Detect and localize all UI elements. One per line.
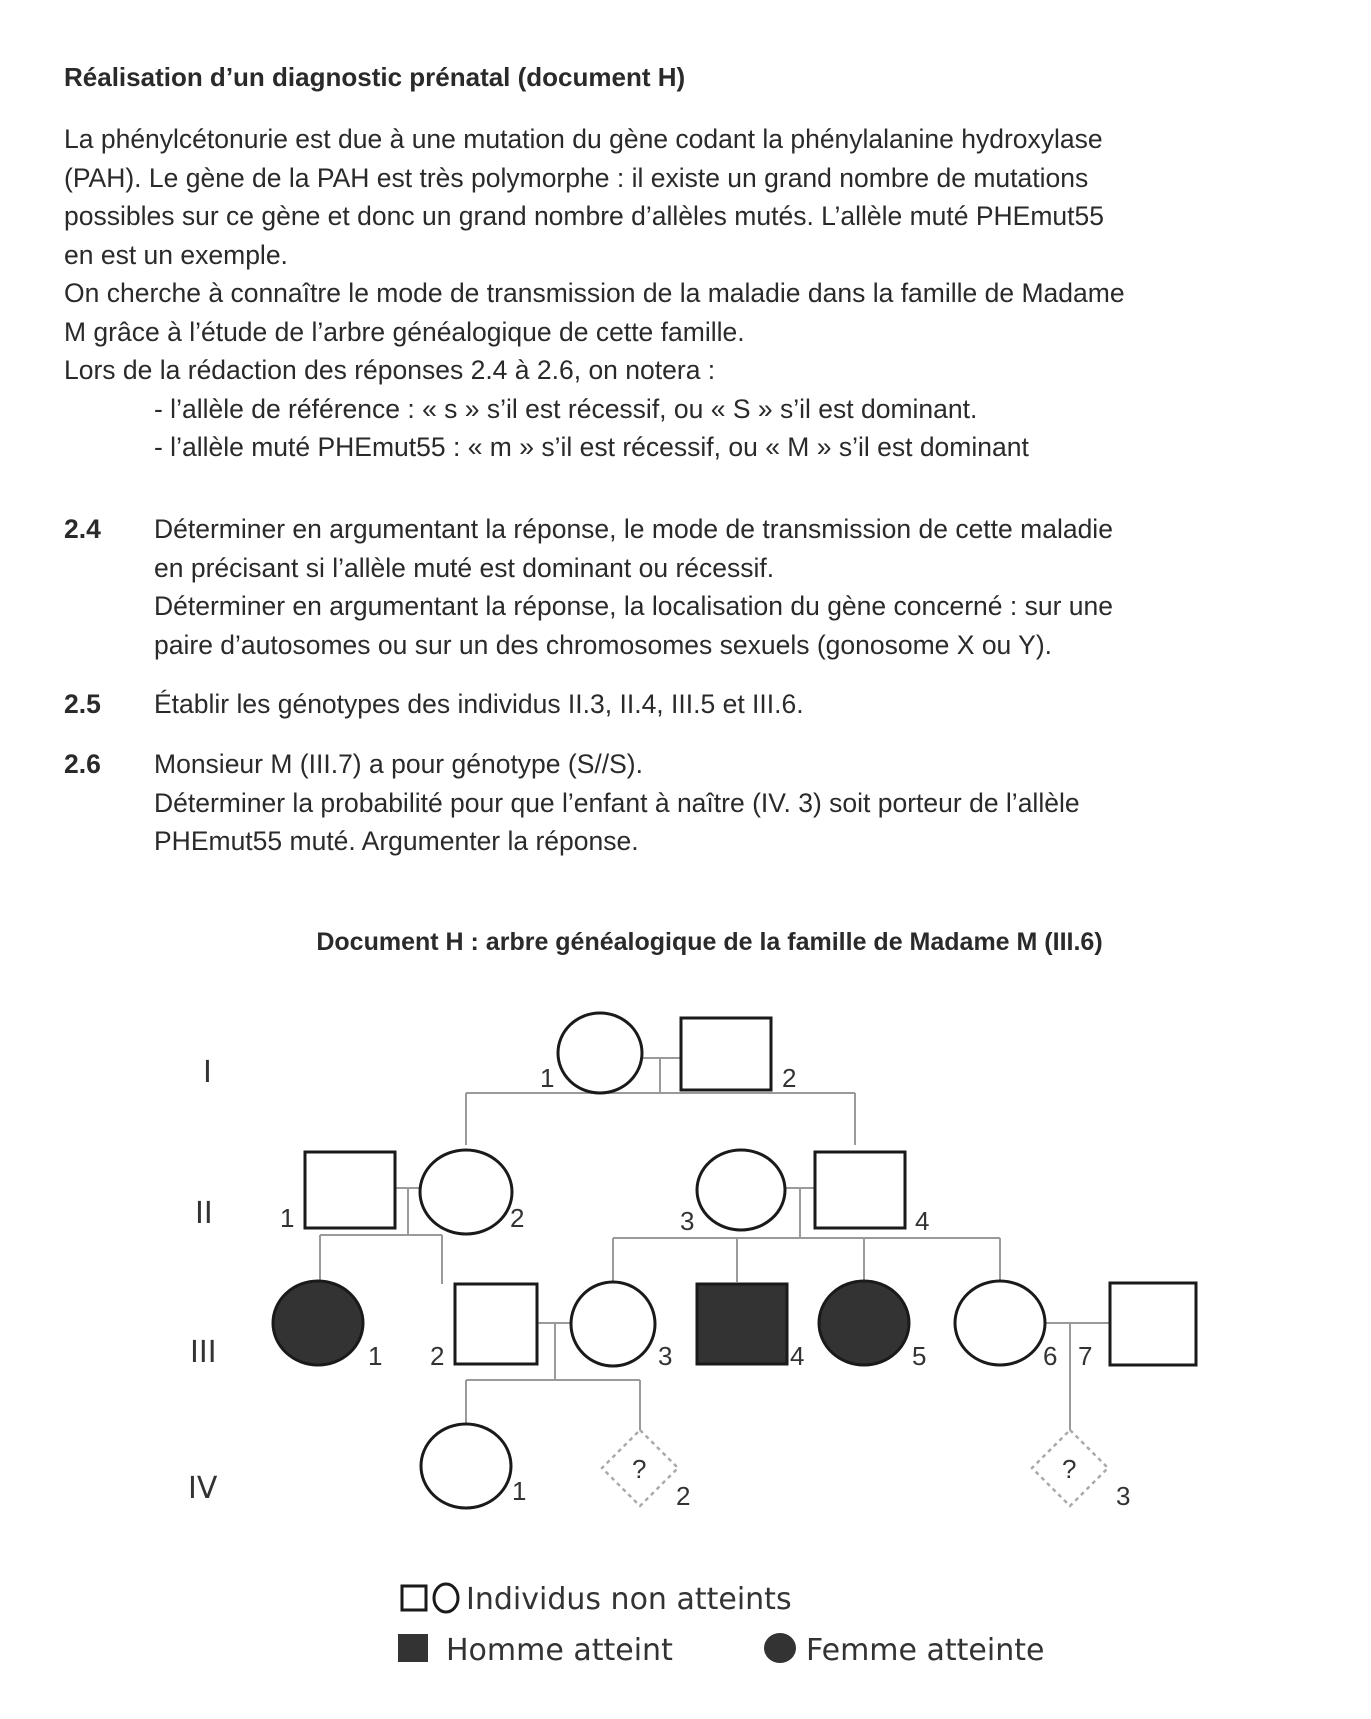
question-line: en précisant si l’allèle muté est dominant ou récessif. — [154, 552, 775, 583]
individual-ii1-male — [305, 1152, 395, 1228]
individual-number: 1 — [280, 1203, 295, 1233]
individual-number: 4 — [790, 1341, 805, 1371]
legend-circle-icon — [434, 1584, 458, 1612]
generation-label-iv: IV — [188, 1471, 218, 1506]
question-line: Déterminer en argumentant la réponse, la localisation du gène concerné : sur une — [154, 591, 1113, 621]
individual-number: 1 — [512, 1476, 527, 1506]
individual-iii7-male — [1110, 1283, 1196, 1365]
question-line: paire d’autosomes ou sur un des chromosomes sexuels (gonosome X ou Y). — [154, 629, 1053, 660]
question-2-5 — [64, 685, 1344, 724]
intro-text — [64, 120, 1334, 467]
individual-iii2-male — [455, 1284, 537, 1364]
unknown-mark: ? — [1062, 1454, 1077, 1484]
individual-number: 7 — [1078, 1341, 1093, 1371]
pedigree-lines — [320, 1058, 1110, 1430]
legend-affected-male-label: Homme atteint — [446, 1633, 673, 1668]
individual-i1-female — [558, 1013, 642, 1093]
individual-iii5-affected-female — [819, 1281, 909, 1365]
notation-bullet: - l’allèle muté PHEmut55 : « m » s’il est récessif, ou « M » s’il est dominant — [154, 432, 1029, 462]
section-heading: Réalisation d’un diagnostic prénatal (document H) — [64, 62, 686, 92]
question-line: Déterminer la probabilité pour que l’enfant à naître (IV. 3) soit porteur de l’allèle — [154, 787, 1080, 818]
individual-number: 3 — [680, 1206, 695, 1236]
individual-number: 2 — [430, 1341, 445, 1371]
individual-iii6-female — [955, 1281, 1045, 1365]
legend-affected-female-label: Femme atteinte — [806, 1633, 1045, 1668]
generation-label-i: I — [203, 1055, 212, 1090]
individual-iii3-female — [571, 1282, 655, 1366]
individual-number: 4 — [915, 1206, 930, 1236]
intro-line: possibles sur ce gène et donc un grand nombre d’allèles mutés. L’allèle muté PHEmut55 — [64, 201, 1104, 231]
individual-number: 2 — [510, 1203, 525, 1233]
individual-number: 5 — [912, 1341, 927, 1371]
individual-number: 3 — [1116, 1481, 1131, 1511]
question-number: 2.6 — [64, 749, 101, 779]
individual-ii3-female — [697, 1150, 785, 1230]
intro-line: Lors de la rédaction des réponses 2.4 à 2.6, on notera : — [64, 355, 716, 385]
individual-iv1-female — [421, 1424, 511, 1508]
question-2-6 — [64, 745, 1344, 861]
individual-iii4-affected-male — [697, 1284, 787, 1364]
legend-filled-square-icon — [398, 1634, 428, 1662]
individual-number: 3 — [658, 1341, 673, 1371]
individual-number: 6 — [1043, 1341, 1058, 1371]
individual-number: 2 — [782, 1063, 797, 1093]
question-line: PHEmut55 muté. Argumenter la réponse. — [154, 826, 639, 856]
legend-filled-circle-icon — [764, 1633, 796, 1663]
question-2-4 — [64, 510, 1344, 664]
question-line: Déterminer en argumentant la réponse, le mode de transmission de cette maladie — [154, 514, 1113, 544]
legend — [398, 1582, 1044, 1668]
question-line: Établir les génotypes des individus II.3, II.4, III.5 et III.6. — [154, 689, 804, 719]
unknown-mark: ? — [632, 1454, 647, 1484]
individual-number: 1 — [368, 1341, 383, 1371]
legend-square-icon — [402, 1586, 426, 1610]
notation-bullet: - l’allèle de référence : « s » s’il est récessif, ou « S » s’il est dominant. — [154, 393, 978, 424]
intro-line: M grâce à l’étude de l’arbre généalogique de cette famille. — [64, 316, 745, 347]
question-line: Monsieur M (III.7) a pour génotype (S//S). — [154, 749, 643, 779]
question-number: 2.4 — [64, 514, 101, 544]
pedigree-tree — [0, 980, 1371, 1680]
document-title: Document H : arbre généalogique de la famille de Madame M (III.6) — [316, 928, 1103, 956]
intro-line: (PAH). Le gène de la PAH est très polymorphe : il existe un grand nombre de mutations — [64, 162, 1089, 193]
individual-i2-male — [681, 1018, 771, 1090]
generation-label-iii: III — [190, 1335, 217, 1370]
individual-ii2-female — [420, 1150, 512, 1234]
question-number: 2.5 — [64, 689, 101, 719]
generation-label-ii: II — [195, 1196, 213, 1231]
individual-number: 1 — [540, 1063, 555, 1093]
legend-unaffected-label: Individus non atteints — [466, 1582, 792, 1617]
individual-iii1-affected-female — [273, 1281, 363, 1365]
intro-line: en est un exemple. — [64, 239, 288, 270]
intro-line: La phénylcétonurie est due à une mutation du gène codant la phénylalanine hydroxylase — [64, 124, 1103, 154]
individual-number: 2 — [676, 1481, 691, 1511]
individual-ii4-male — [815, 1152, 905, 1228]
intro-line: On cherche à connaître le mode de transmission de la maladie dans la famille de Madame — [64, 278, 1125, 308]
